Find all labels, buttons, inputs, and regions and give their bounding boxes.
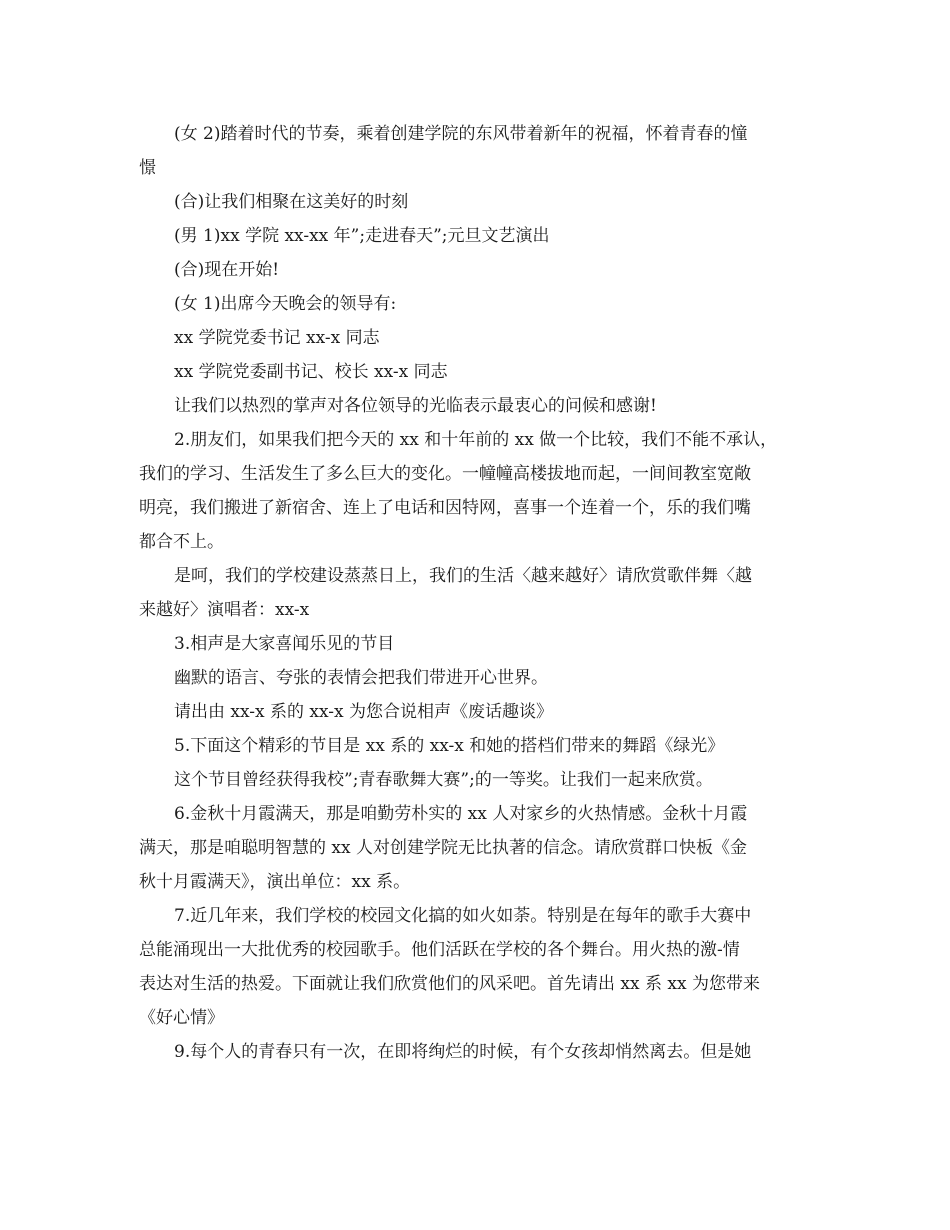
text-line: xx 学院党委书记 xx-x 同志 xyxy=(174,328,380,348)
text-line: 都合不上。 xyxy=(139,532,224,552)
text-line: (合)让我们相聚在这美好的时刻 xyxy=(174,192,409,212)
text-line: 这个节目曾经获得我校”;青春歌舞大赛”;的一等奖。让我们一起来欣赏。 xyxy=(174,770,713,790)
text-line: 憬 xyxy=(139,158,156,178)
text-line: 幽默的语言、夸张的表情会把我们带进开心世界。 xyxy=(174,668,548,688)
text-line: 5.下面这个精彩的节目是 xx 系的 xx-x 和她的搭档们带来的舞蹈《绿光》 xyxy=(174,736,725,756)
text-line: 请出由 xx-x 系的 xx-x 为您合说相声《废话趣谈》 xyxy=(174,702,554,722)
text-line: 9.每个人的青春只有一次，在即将绚烂的时候，有个女孩却悄然离去。但是她 xyxy=(174,1042,752,1062)
text-line: 6.金秋十月霞满天，那是咱勤劳朴实的 xx 人对家乡的火热情感。金秋十月霞 xyxy=(174,804,748,824)
text-line: 明亮，我们搬进了新宿舍、连上了电话和因特网，喜事一个连着一个，乐的我们嘴 xyxy=(139,498,751,518)
text-line: 《好心情》 xyxy=(139,1008,224,1028)
text-line: 总能涌现出一大批优秀的校园歌手。他们活跃在学校的各个舞台。用火热的激-情 xyxy=(139,940,740,960)
text-line: (女 1)出席今天晚会的领导有: xyxy=(174,294,397,314)
text-line: 来越好〉演唱者：xx-x xyxy=(139,600,310,620)
text-line: 7.近几年来，我们学校的校园文化搞的如火如荼。特别是在每年的歌手大赛中 xyxy=(174,906,752,926)
text-line: 2.朋友们，如果我们把今天的 xx 和十年前的 xx 做一个比较，我们不能不承认， xyxy=(174,430,778,450)
text-line: (女 2)踏着时代的节奏，乘着创建学院的东风带着新年的祝福，怀着青春的憧 xyxy=(174,124,748,144)
text-line: (合)现在开始! xyxy=(174,260,280,280)
text-line: 表达对生活的热爱。下面就让我们欣赏他们的风采吧。首先请出 xx 系 xx 为您带来 xyxy=(139,974,760,994)
text-line: xx 学院党委副书记、校长 xx-x 同志 xyxy=(174,362,448,382)
text-line: 让我们以热烈的掌声对各位领导的光临表示最衷心的问候和感谢! xyxy=(174,396,657,416)
text-line: 我们的学习、生活发生了多么巨大的变化。一幢幢高楼拔地而起，一间间教室宽敞 xyxy=(139,464,751,484)
text-line: (男 1)xx 学院 xx-xx 年”;走进春天”;元旦文艺演出 xyxy=(174,226,550,246)
document-body xyxy=(139,117,821,1069)
text-line: 3.相声是大家喜闻乐见的节目 xyxy=(174,634,395,654)
text-line: 秋十月霞满天》，演出单位：xx 系。 xyxy=(139,872,411,892)
text-line: 是呵，我们的学校建设蒸蒸日上，我们的生活〈越来越好〉请欣赏歌伴舞〈越 xyxy=(174,566,752,586)
text-line: 满天，那是咱聪明智慧的 xx 人对创建学院无比执著的信念。请欣赏群口快板《金 xyxy=(139,838,747,858)
